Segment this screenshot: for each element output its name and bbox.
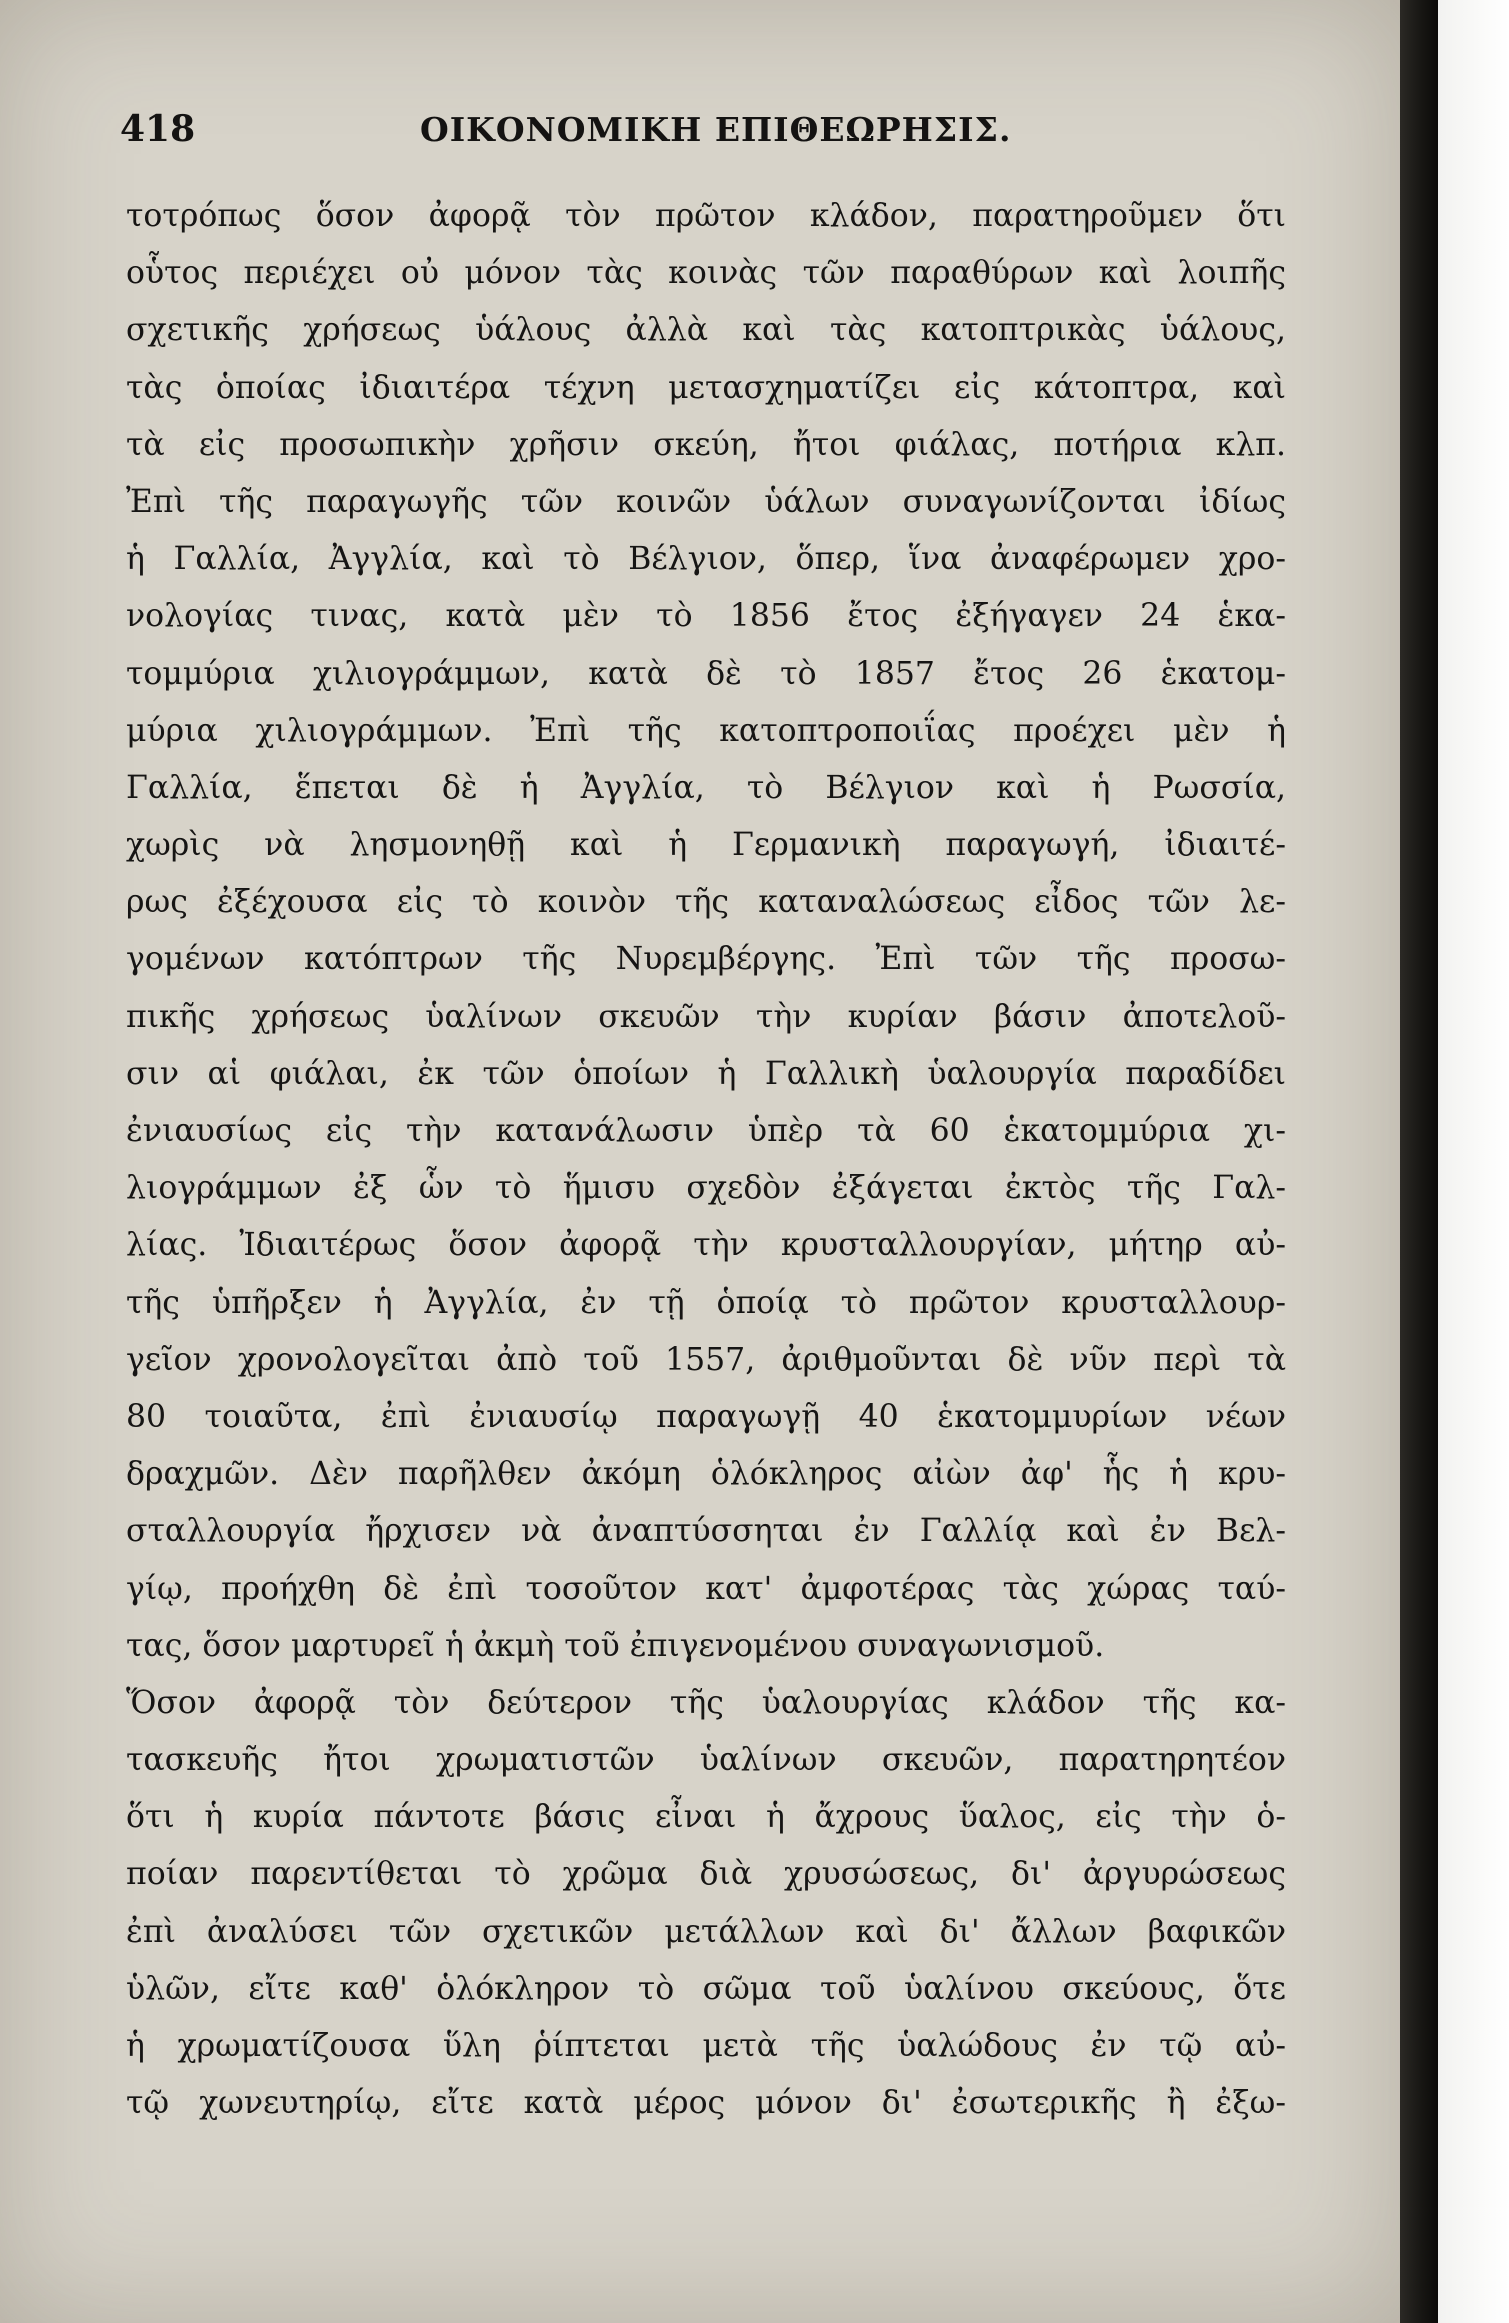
text-line: ἡ Γαλλία, Ἀγγλία, καὶ τὸ Βέλγιον, ὅπερ, ἵνα ἀναφέρωμεν χρο-	[126, 541, 1286, 578]
text-line: ἐνιαυσίως εἰς τὴν κατανάλωσιν ὑπὲρ τὰ 60 ἑκατομμύρια χι-	[126, 1113, 1286, 1149]
text-line: τοτρόπως ὅσον ἀφορᾷ τὸν πρῶτον κλάδον, παρατηροῦμεν ὅτι	[126, 198, 1286, 234]
text-line: μύρια χιλιογράμμων. Ἐπὶ τῆς κατοπτροποιΐας προέχει μὲν ἡ	[126, 712, 1286, 749]
page-number: 418	[120, 108, 196, 150]
page-header	[120, 108, 1250, 148]
text-line: σταλλουργία ἤρχισεν νὰ ἀναπτύσσηται ἐν Γαλλίᾳ καὶ ἐν Βελ-	[126, 1513, 1286, 1550]
text-line: λίας. Ἰδιαιτέρως ὅσον ἀφορᾷ τὴν κρυσταλλουργίαν, μήτηρ αὐ-	[126, 1227, 1286, 1264]
scan-margin	[1438, 0, 1509, 2323]
text-line: ἐπὶ ἀναλύσει τῶν σχετικῶν μετάλλων καὶ δι' ἄλλων βαφικῶν	[126, 1913, 1286, 1950]
book-gutter-shadow	[1400, 0, 1438, 2323]
text-line: νολογίας τινας, κατὰ μὲν τὸ 1856 ἔτος ἐξήγαγεν 24 ἑκα-	[126, 598, 1286, 635]
text-line: 80 τοιαῦτα, ἐπὶ ἐνιαυσίῳ παραγωγῇ 40 ἑκατομμυρίων νέων	[126, 1398, 1286, 1435]
text-line: τομμύρια χιλιογράμμων, κατὰ δὲ τὸ 1857 ἔτος 26 ἑκατομ-	[126, 655, 1286, 692]
text-line: Ἐπὶ τῆς παραγωγῆς τῶν κοινῶν ὑάλων συναγωνίζονται ἰδίως	[126, 483, 1286, 520]
text-line: τῷ χωνευτηρίῳ, εἴτε κατὰ μέρος μόνον δι' ἐσωτερικῆς ἢ ἐξω-	[126, 2085, 1286, 2122]
text-line: ρως ἐξέχουσα εἰς τὸ κοινὸν τῆς καταναλώσεως εἶδος τῶν λε-	[126, 884, 1286, 921]
text-line: τὰς ὁποίας ἰδιαιτέρα τέχνη μετασχηματίζει εἰς κάτοπτρα, καὶ	[126, 369, 1286, 406]
text-line: γομένων κατόπτρων τῆς Νυρεμβέργης. Ἐπὶ τῶν τῆς προσω-	[126, 941, 1286, 978]
text-line: γεῖον χρονολογεῖται ἀπὸ τοῦ 1557, ἀριθμοῦνται δὲ νῦν περὶ τὰ	[126, 1341, 1286, 1378]
text-line: γίῳ, προήχθη δὲ ἐπὶ τοσοῦτον κατ' ἀμφοτέρας τὰς χώρας ταύ-	[126, 1570, 1286, 1607]
text-line: δραχμῶν. Δὲν παρῆλθεν ἀκόμη ὁλόκληρος αἰὼν ἀφ' ἧς ἡ κρυ-	[126, 1456, 1286, 1493]
text-line: σχετικῆς χρήσεως ὑάλους ἀλλὰ καὶ τὰς κατοπτρικὰς ὑάλους,	[126, 312, 1286, 349]
text-line: ὅτι ἡ κυρία πάντοτε βάσις εἶναι ἡ ἄχρους ὕαλος, εἰς τὴν ὁ-	[126, 1799, 1286, 1836]
text-line: τασκευῆς ἤτοι χρωματιστῶν ὑαλίνων σκευῶν, παρατηρητέον	[126, 1742, 1286, 1779]
text-line: Γαλλία, ἕπεται δὲ ἡ Ἀγγλία, τὸ Βέλγιον καὶ ἡ Ρωσσία,	[126, 769, 1286, 806]
body-text	[126, 188, 1286, 2132]
text-line: ἡ χρωματίζουσα ὕλη ῥίπτεται μετὰ τῆς ὑαλώδους ἐν τῷ αὐ-	[126, 2028, 1286, 2064]
text-line: χωρὶς νὰ λησμονηθῇ καὶ ἡ Γερμανικὴ παραγωγή, ἰδιαιτέ-	[126, 827, 1286, 864]
text-line: σιν αἱ φιάλαι, ἐκ τῶν ὁποίων ἡ Γαλλικὴ ὑαλουργία παραδίδει	[126, 1055, 1286, 1092]
text-line: πικῆς χρήσεως ὑαλίνων σκευῶν τὴν κυρίαν βάσιν ἀποτελοῦ-	[126, 998, 1286, 1035]
text-line: ποίαν παρεντίθεται τὸ χρῶμα διὰ χρυσώσεως, δι' ἀργυρώσεως	[126, 1856, 1286, 1893]
text-line: τὰ εἰς προσωπικὴν χρῆσιν σκεύη, ἤτοι φιάλας, ποτήρια κλπ.	[126, 426, 1286, 463]
text-line: οὗτος περιέχει οὐ μόνον τὰς κοινὰς τῶν παραθύρων καὶ λοιπῆς	[126, 255, 1286, 292]
text-line: Ὅσον ἀφορᾷ τὸν δεύτερον τῆς ὑαλουργίας κλάδον τῆς κα-	[126, 1684, 1286, 1721]
text-line: τῆς ὑπῆρξεν ἡ Ἀγγλία, ἐν τῇ ὁποίᾳ τὸ πρῶτον κρυσταλλουρ-	[126, 1284, 1286, 1321]
running-title: ΟΙΚΟΝΟΜΙΚΗ ΕΠΙΘΕΩΡΗΣΙΣ.	[420, 110, 1012, 149]
text-line: τας, ὅσον μαρτυρεῖ ἡ ἀκμὴ τοῦ ἐπιγενομένου συναγωνισμοῦ.	[126, 1627, 1105, 1664]
text-line: λιογράμμων ἐξ ὧν τὸ ἥμισυ σχεδὸν ἐξάγεται ἐκτὸς τῆς Γαλ-	[126, 1170, 1286, 1207]
text-line: ὑλῶν, εἴτε καθ' ὁλόκληρον τὸ σῶμα τοῦ ὑαλίνου σκεύους, ὅτε	[126, 1970, 1286, 2007]
